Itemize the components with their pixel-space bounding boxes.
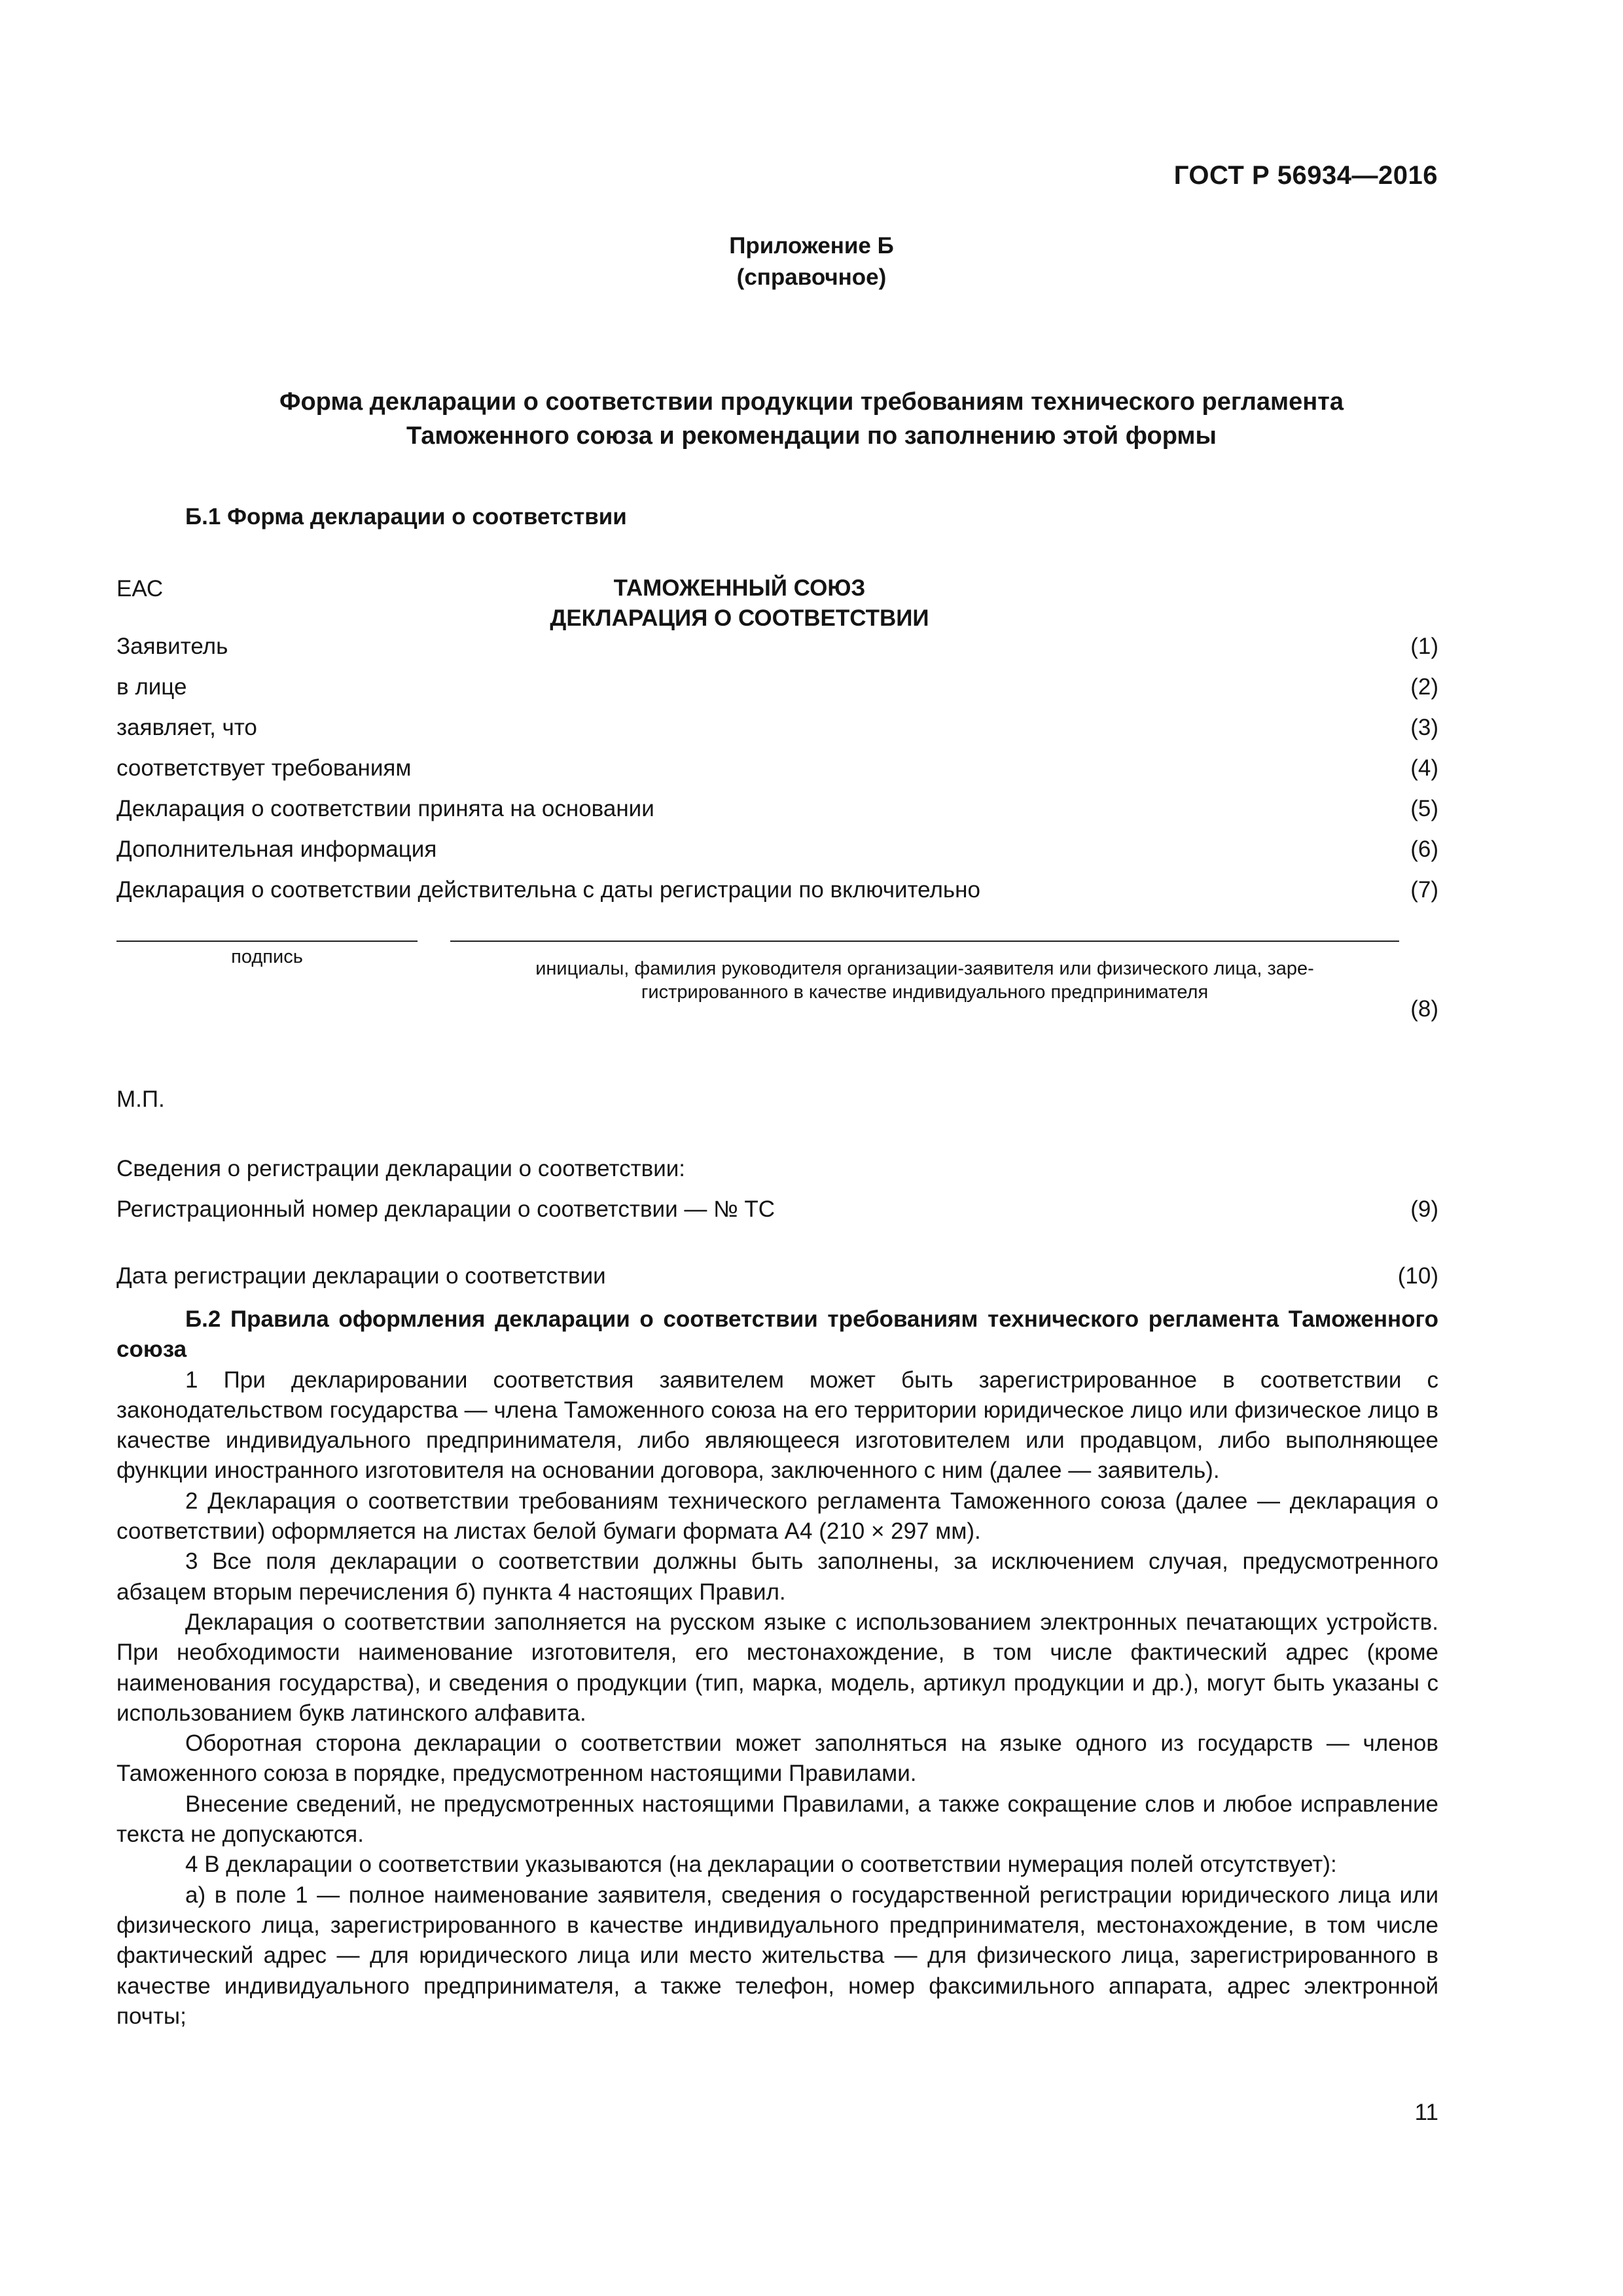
paragraph: 2 Декларация о соответствии требованиям технического регламента Таможенного союза (далее — декларация о соответствии) оформляется на листах белой бумаги формата А4 (210 × 297 мм). [116, 1488, 1438, 1545]
registration-date-label: Дата регистрации декларации о соответствии [116, 1263, 606, 1289]
declaration-title: ДЕКЛАРАЦИЯ О СООТВЕТСТВИИ [550, 605, 929, 631]
name-caption-line-2: гистрированного в качестве индивидуального предпринимателя [641, 982, 1209, 1003]
form-field-number: (3) [1410, 715, 1438, 740]
section-b2 [116, 1304, 1438, 2032]
form-field-represented-by [116, 674, 1438, 706]
main-title [164, 385, 1459, 453]
form-field-number: (7) [1410, 877, 1438, 903]
stamp-place: М.П. [116, 1086, 165, 1112]
form-field-label: соответствует требованиям [116, 755, 412, 781]
eac-mark: ЕАС [116, 576, 164, 601]
form-field-number: (6) [1410, 836, 1438, 862]
declaration-form-header [458, 573, 1021, 634]
section-b1-heading: Б.1 Форма декларации о соответствии [185, 504, 627, 529]
form-field-label: в лице [116, 674, 187, 700]
form-field-number: (5) [1410, 796, 1438, 821]
form-field-number: (4) [1410, 755, 1438, 781]
form-field-number: (1) [1410, 634, 1438, 659]
form-field-label: Декларация о соответствии принята на основании [116, 796, 654, 821]
name-caption-line-1: инициалы, фамилия руководителя организации-заявителя или физического лица, заре- [535, 958, 1314, 979]
form-field-number: (2) [1410, 674, 1438, 700]
section-b2-heading: Б.2 Правила оформления декларации о соответствии требованиям технического регламента Таможенного союза [116, 1306, 1438, 1363]
paragraph: Декларация о соответствии заполняется на русском языке с использованием электронных печатающих устройств. При необходимости наименование изготовителя, его местонахождение, в том числе фактический адрес (кроме наименования государства), и сведения о продукции (тип, марка, модель, артикул продукции и др.), могут быть указаны с использованием букв латинского алфавита. [116, 1609, 1438, 1726]
form-field-label: Заявитель [116, 634, 228, 659]
registration-info-heading: Сведения о регистрации декларации о соответствии: [116, 1156, 686, 1181]
paragraph: Внесение сведений, не предусмотренных настоящими Правилами, а также сокращение слов и любое исправление текста не допускаются. [116, 1791, 1438, 1848]
document-number: ГОСТ Р 56934—2016 [1173, 161, 1438, 190]
customs-union-title: ТАМОЖЕННЫЙ СОЮЗ [613, 575, 866, 601]
paragraph: а) в поле 1 — полное наименование заявителя, сведения о государственной регистрации юридического лица или физического лица, зарегистрированного в качестве индивидуального предпринимателя, местонахождение, в том числе фактический адрес — для юридического лица или место жительства — для физического лица, зарегистрированного в качестве индивидуального предпринимателя, а также телефон, номер факсимильного аппарата, адрес электронной почты; [116, 1882, 1438, 2029]
paragraph: 4 В декларации о соответствии указываются (на декларации о соответствии нумерация полей отсутствует): [185, 1852, 1337, 1878]
form-field-additional-info [116, 836, 1438, 868]
form-field-label: Дополнительная информация [116, 836, 437, 862]
form-field-label: заявляет, что [116, 715, 257, 740]
main-title-line-2: Таможенного союза и рекомендации по заполнению этой формы [406, 422, 1217, 450]
form-field-requirements [116, 755, 1438, 787]
name-line [450, 941, 1399, 942]
appendix-title: Приложение Б [729, 233, 894, 259]
paragraph: Оборотная сторона декларации о соответствии может заполняться на языке одного из государств — членов Таможенного союза в порядке, предусмотренном настоящими Правилами. [116, 1731, 1438, 1787]
paragraph: 1 При декларировании соответствия заявителем может быть зарегистрированное в соответствии с законодательством государства — члена Таможенного союза на его территории юридическое лицо или физическое лицо в качестве индивидуального предпринимателя, либо являющееся изготовителем или продавцом, либо выполняющее функции иностранного изготовителя на основании договора, заключенного с ним (далее — заявитель). [116, 1367, 1438, 1484]
registration-number-field-number: (9) [1410, 1196, 1438, 1222]
appendix-heading [0, 230, 1623, 293]
registration-date-field-number: (10) [1397, 1263, 1438, 1289]
name-caption [450, 957, 1399, 1004]
signature-line [116, 941, 418, 942]
form-field-label: Декларация о соответствии действительна с даты регистрации по включительно [116, 877, 980, 903]
signature-caption: подпись [231, 946, 303, 967]
form-field-basis [116, 796, 1438, 827]
signature-field-number: (8) [1410, 996, 1438, 1022]
form-field-declares [116, 715, 1438, 746]
registration-number-label: Регистрационный номер декларации о соответствии — № ТС [116, 1196, 776, 1222]
paragraph: 3 Все поля декларации о соответствии должны быть заполнены, за исключением случая, предусмотренного абзацем вторым перечисления б) пункта 4 настоящих Правил. [116, 1549, 1438, 1605]
form-field-validity [116, 877, 1438, 908]
appendix-subtitle: (справочное) [736, 264, 887, 290]
form-field-applicant [116, 634, 1438, 665]
main-title-line-1: Форма декларации о соответствии продукции требованиям технического регламента [279, 388, 1344, 416]
page-number: 11 [1414, 2100, 1438, 2125]
